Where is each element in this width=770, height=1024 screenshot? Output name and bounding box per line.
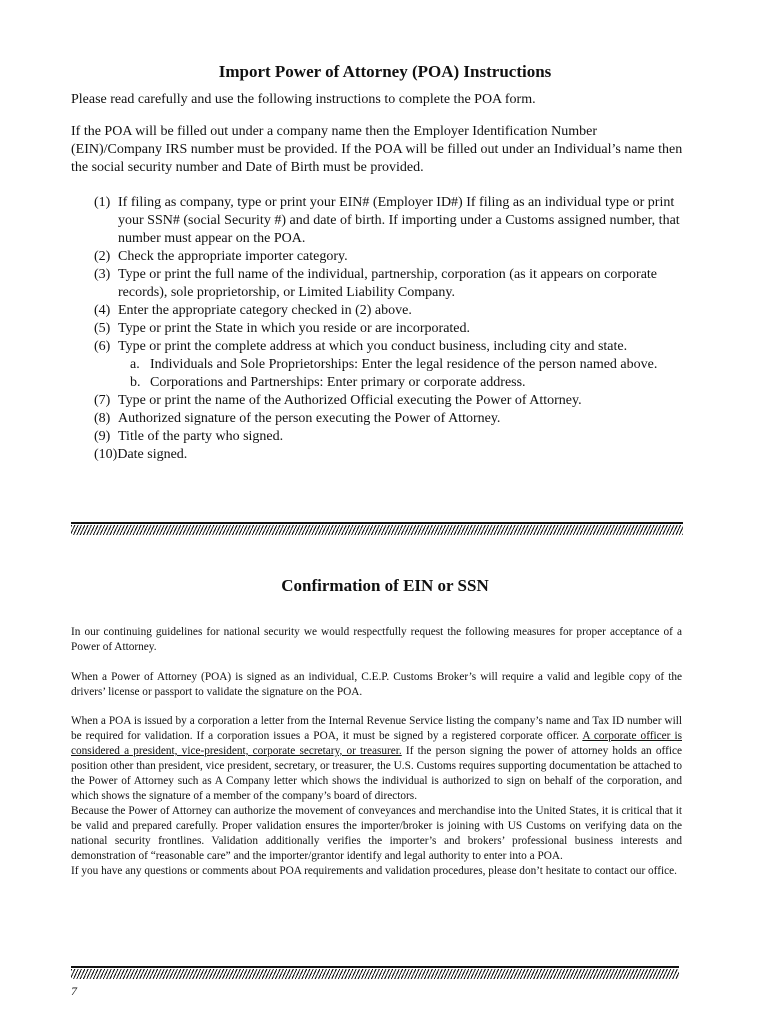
item-number: (1) <box>94 195 111 210</box>
address-sublist <box>94 356 657 392</box>
validation-paragraph: Because the Power of Attorney can authorize the movement of conveyances and merchandise into the United States, it is critical that it be valid and prepared carefully. Proper validation ensures the importer/broker is joining with US Customs on verifying data on the national security frontlines. Validation additionally verifies the importer’s and brokers’ professional business interests and demonstration of “reasonable care” and the importer/grantor identify and legal authority to enter into a POA. <box>71 805 682 862</box>
divider-line <box>71 522 683 524</box>
item-text: If filing as company, type or print your EIN# (Employer ID#) If filing as an individual type or print your SSN# (social Security #) and date of birth. If importing under a Customs assigned number, that number must appear on the POA. <box>118 195 680 246</box>
item-number: (6) <box>94 339 111 354</box>
list-item <box>94 446 684 464</box>
item-text: Type or print the State in which you reside or are incorporated. <box>118 321 471 336</box>
list-item <box>94 428 684 446</box>
instruction-list <box>94 194 684 464</box>
list-item <box>94 338 684 356</box>
list-item <box>94 248 684 266</box>
item-number: (5) <box>94 321 111 336</box>
contact-paragraph: If you have any questions or comments about POA requirements and validation procedures, please don’t hesitate to contact our office. <box>71 865 677 877</box>
item-text: Check the appropriate importer category. <box>118 249 348 264</box>
list-item <box>94 392 684 410</box>
item-number: (10) <box>94 447 118 462</box>
sub-item-letter: b. <box>130 375 141 390</box>
corporation-paragraphs <box>71 714 682 879</box>
list-item <box>94 266 684 302</box>
item-number: (2) <box>94 249 111 264</box>
corporation-text-continued: If the person signing the power of attorney holds an office position other than president, vice president, secretary, or treasurer, the U.S. Customs requires supporting documentation be attached to the Power of Attorney such as A Company letter which shows the individual is authorized to sign on behalf of the corporation, and which shows the signature of a member of the company’s board of directors. <box>71 745 682 802</box>
item-number: (4) <box>94 303 111 318</box>
item-number: (7) <box>94 393 111 408</box>
sub-list-item <box>130 356 657 374</box>
ein-ssn-requirement-paragraph: If the POA will be filled out under a company name then the Employer Identification Number (EIN)/Company IRS number must be provided. If the POA will be filled out under an Individual’s name then the social security number and Date of Birth must be provided. <box>71 124 683 175</box>
sub-item-text: Corporations and Partnerships: Enter primary or corporate address. <box>150 375 526 390</box>
item-text: Type or print the name of the Authorized Official executing the Power of Attorney. <box>118 393 582 408</box>
section-title: Confirmation of EIN or SSN <box>281 576 489 595</box>
corporation-text: When a POA is issued by a corporation a letter from the Internal Revenue Service listing the company’s name and Tax ID number will be required for validation. If a corporation issues a POA, it must be signed by a registered corporate officer. <box>71 715 682 742</box>
corporation-paragraph <box>71 714 682 804</box>
list-item <box>94 410 684 428</box>
page-number: 7 <box>71 984 77 998</box>
divider-hatch <box>71 969 679 979</box>
list-item <box>94 320 684 338</box>
security-paragraph: In our continuing guidelines for national security we would respectfully request the following measures for proper acceptance of a Power of Attorney. <box>71 626 682 653</box>
list-item <box>94 302 684 320</box>
footer-divider <box>71 966 679 979</box>
item-text: Enter the appropriate category checked in (2) above. <box>118 303 412 318</box>
sub-item-letter: a. <box>130 357 140 372</box>
item-text: Date signed. <box>117 447 188 462</box>
section-divider <box>71 522 683 535</box>
sub-list-item <box>130 374 657 392</box>
item-number: (8) <box>94 411 111 426</box>
item-text: Authorized signature of the person executing the Power of Attorney. <box>118 411 501 426</box>
individual-paragraph: When a Power of Attorney (POA) is signed as an individual, C.E.P. Customs Broker’s will require a valid and legible copy of the drivers’ license or passport to validate the signature on the POA. <box>71 671 682 698</box>
intro-text: Please read carefully and use the following instructions to complete the POA form. <box>71 92 536 107</box>
item-text: Type or print the full name of the individual, partnership, corporation (as it appears on corporate records), sole proprietorship, or Limited Liability Company. <box>118 267 658 300</box>
item-text: Type or print the complete address at which you conduct business, including city and state. <box>118 339 628 354</box>
sublist-wrapper <box>94 356 684 392</box>
divider-line <box>71 966 679 968</box>
list-item <box>94 194 684 248</box>
page-title: Import Power of Attorney (POA) Instructions <box>218 62 552 81</box>
divider-hatch <box>71 525 683 535</box>
item-number: (9) <box>94 429 111 444</box>
item-number: (3) <box>94 267 111 282</box>
sub-item-text: Individuals and Sole Proprietorships: Enter the legal residence of the person named above. <box>150 357 658 372</box>
corporate-officer-definition: A corporate officer is considered a president, vice-president, corporate secretary, or treasurer. <box>71 730 682 757</box>
item-text: Title of the party who signed. <box>118 429 284 444</box>
